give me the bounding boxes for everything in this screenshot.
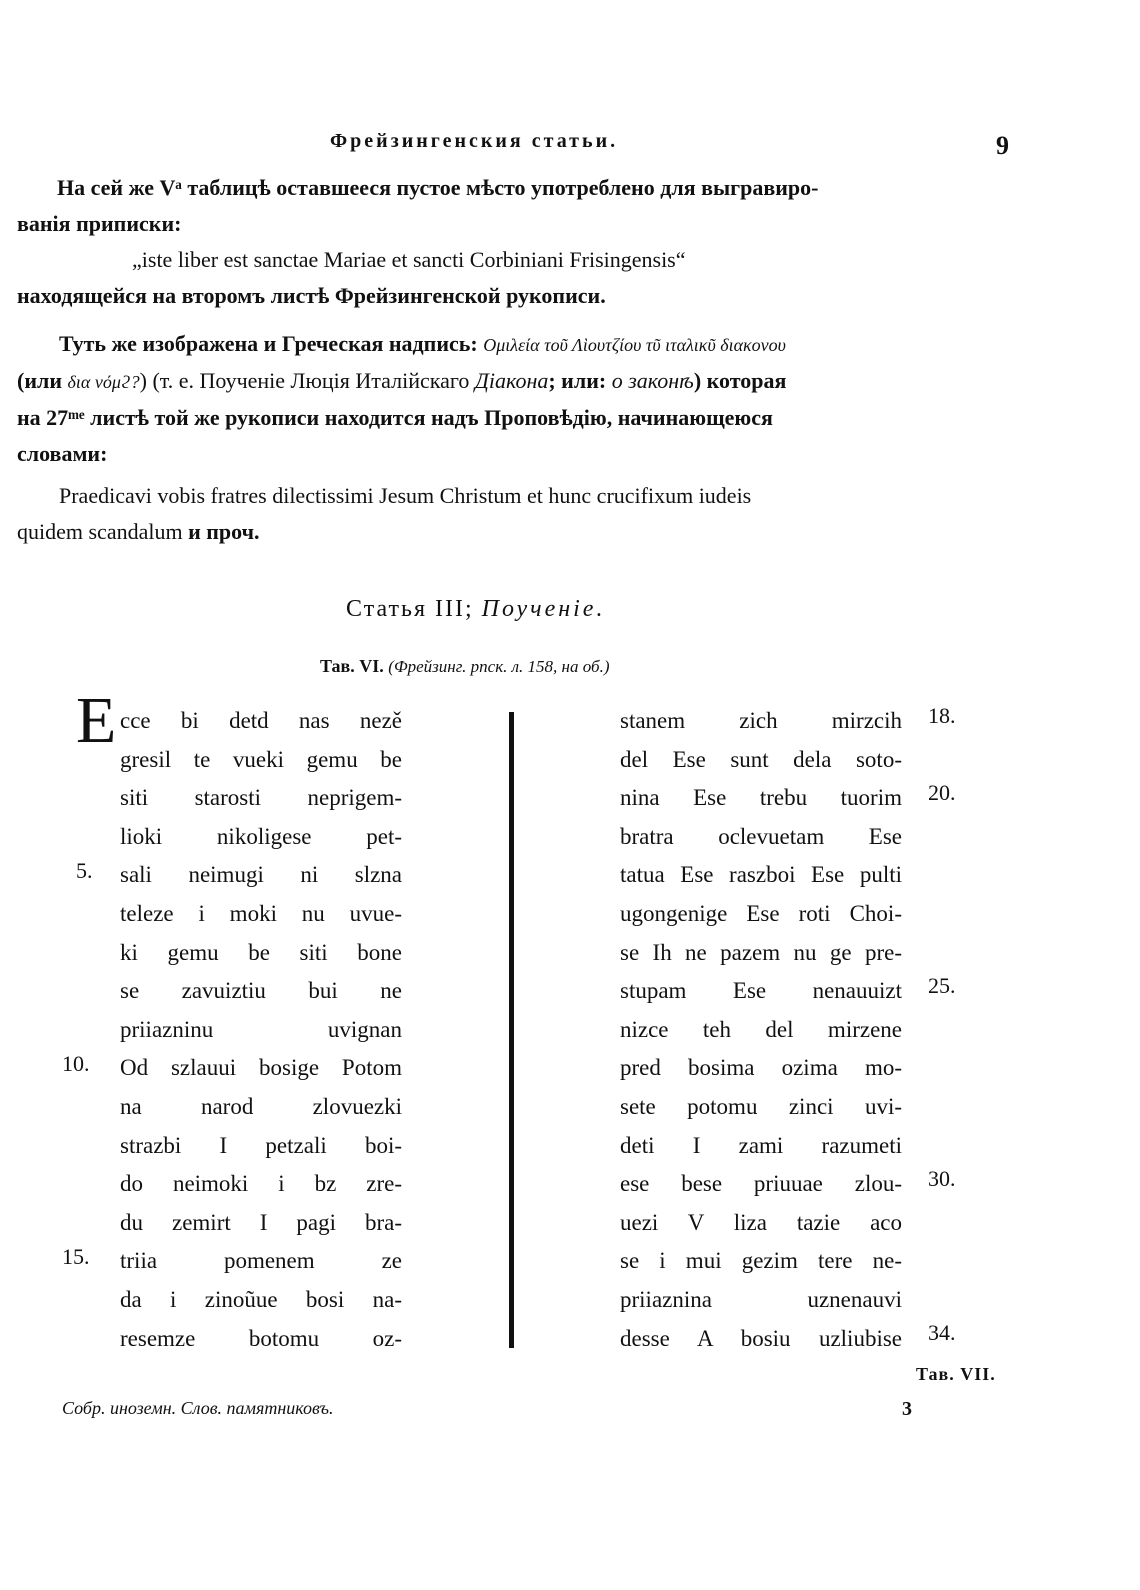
- text-line: gresil te vueki gemu be: [120, 746, 402, 772]
- text-line: stanem zich mirzcih: [620, 708, 902, 733]
- text-line: strazbi I petzali boi-: [120, 1132, 402, 1158]
- text-line: priiaznina uznenauvi: [620, 1286, 902, 1312]
- text-line: bratra oclevuetam Ese: [620, 823, 902, 849]
- manuscript-reference: (Фрейзинг. рпск. л. 158, на об.): [388, 657, 610, 676]
- text-line: sete potomu zinci uvi-: [620, 1093, 902, 1119]
- text-line: deti I zami razumeti: [620, 1132, 902, 1158]
- text-line: nizce teh del mirzene: [620, 1016, 902, 1042]
- intro-paragraph-2: [17, 326, 1019, 472]
- line-number: 25.: [928, 973, 956, 998]
- printer-signature: 3: [902, 1398, 912, 1420]
- intro-line: ванія приписки:: [17, 211, 182, 236]
- intro-text: ) (т. е. Поученіе Люція Италійскаго: [139, 368, 470, 393]
- intro-line: словами:: [17, 441, 108, 466]
- latin-line: Praedicavi vobis fratres dilectissimi Jesum Christum et hunc crucifixum iudeis: [59, 483, 752, 508]
- text-line: siti starosti neprigem-: [120, 785, 402, 811]
- latin-quote: „iste liber est sanctae Mariae et sancti Corbiniani Frisingensis“: [132, 247, 686, 272]
- text-line: na narod zlovuezki: [120, 1093, 402, 1119]
- greek-inscription: Ομιλεία τοῦ Λὶουτζίου τῦ ιταλικῦ διακονου: [483, 335, 786, 355]
- drop-cap: E: [76, 684, 117, 757]
- text-line: ki gemu be siti bone: [120, 939, 402, 965]
- text-line: nina Ese trebu tuorim: [620, 785, 902, 811]
- intro-line: находящейся на второмъ листѣ Фрейзингенской рукописи.: [17, 283, 606, 308]
- text-line: stupam Ese nenauuizt: [620, 978, 902, 1004]
- intro-paragraph-1: [17, 170, 1019, 314]
- intro-text: Діакона: [474, 368, 549, 393]
- text-line: do neimoki i bz zre-: [120, 1171, 402, 1197]
- section-title: [346, 596, 605, 623]
- line-number: 18.: [928, 703, 956, 728]
- table-reference: [320, 656, 609, 677]
- line-number: 5.: [76, 858, 93, 883]
- intro-text: Туть же изображена и Греческая надпись:: [59, 331, 478, 356]
- tab-label: Тав. VI.: [320, 656, 384, 676]
- intro-line: На сей же Vᵃ таблицѣ оставшееся пустое мѣсто употреблено для выгравиро-: [57, 175, 819, 200]
- text-line: ese bese priuuae zlou-: [620, 1171, 902, 1197]
- section-title-italic: Поученіе.: [481, 596, 606, 622]
- running-header: Фрейзингенския статьи.: [330, 130, 619, 152]
- intro-paragraph-3: [17, 478, 1019, 550]
- text-line: se zavuiztiu bui ne: [120, 978, 402, 1004]
- latin-line: [17, 514, 1019, 550]
- line-number: 15.: [62, 1244, 90, 1269]
- text-line: sali neimugi ni slzna: [120, 862, 402, 888]
- line-number: 20.: [928, 780, 956, 805]
- intro-line: [17, 363, 1019, 400]
- column-divider: [509, 712, 514, 1348]
- greek-text: δια νόμϩ?: [67, 372, 140, 392]
- intro-text: ; или:: [548, 368, 607, 393]
- intro-text: (или: [17, 368, 63, 393]
- page-number: 9: [996, 131, 1009, 160]
- intro-line: на 27ᵐᵉ листѣ той же рукописи находится надъ Проповѣдію, начинающеюся: [17, 405, 773, 430]
- intro-line: [17, 326, 1019, 363]
- text-line: uezi V liza tazie aco: [620, 1209, 902, 1235]
- text-line: pred bosima ozima mo-: [620, 1055, 902, 1081]
- next-table-label: Тав. VII.: [916, 1364, 996, 1384]
- section-title-main: Статья III;: [346, 596, 474, 622]
- footer-source: Собр. иноземн. Слов. памятниковъ.: [62, 1398, 334, 1418]
- text-line: Od szlauui bosige Potom: [120, 1055, 402, 1081]
- intro-text: ) которая: [693, 368, 787, 393]
- text-line: tatua Ese raszboi Ese pulti: [620, 862, 902, 888]
- text-line: desse A bosiu uzliubise: [620, 1325, 902, 1351]
- intro-text: о законѣ: [611, 368, 694, 393]
- latin-text: quidem scandalum: [17, 519, 183, 544]
- line-number: 34.: [928, 1320, 956, 1345]
- line-number: 30.: [928, 1166, 956, 1191]
- text-line: teleze i moki nu uvue-: [120, 900, 402, 926]
- text-line: del Ese sunt dela soto-: [620, 746, 902, 772]
- text-line: da i zinoũue bosi na-: [120, 1286, 402, 1312]
- text-line: resemze botomu oz-: [120, 1325, 402, 1351]
- text-line: priiazninu uvignan: [120, 1016, 402, 1042]
- text-line: cce bi detd nas nezě: [120, 708, 402, 733]
- line-number: 10.: [62, 1051, 90, 1076]
- text-line: lioki nikoligese pet-: [120, 823, 402, 849]
- text-line: se i mui gezim tere ne-: [620, 1248, 902, 1274]
- right-column: [620, 702, 902, 1358]
- intro-text: и проч.: [182, 519, 260, 544]
- text-line: du zemirt I pagi bra-: [120, 1209, 402, 1235]
- text-line: ugongenige Ese roti Choi-: [620, 900, 902, 926]
- text-line: triia pomenem ze: [120, 1248, 402, 1274]
- text-line: se Ih ne pazem nu ge pre-: [620, 939, 902, 965]
- left-column: [120, 702, 402, 1358]
